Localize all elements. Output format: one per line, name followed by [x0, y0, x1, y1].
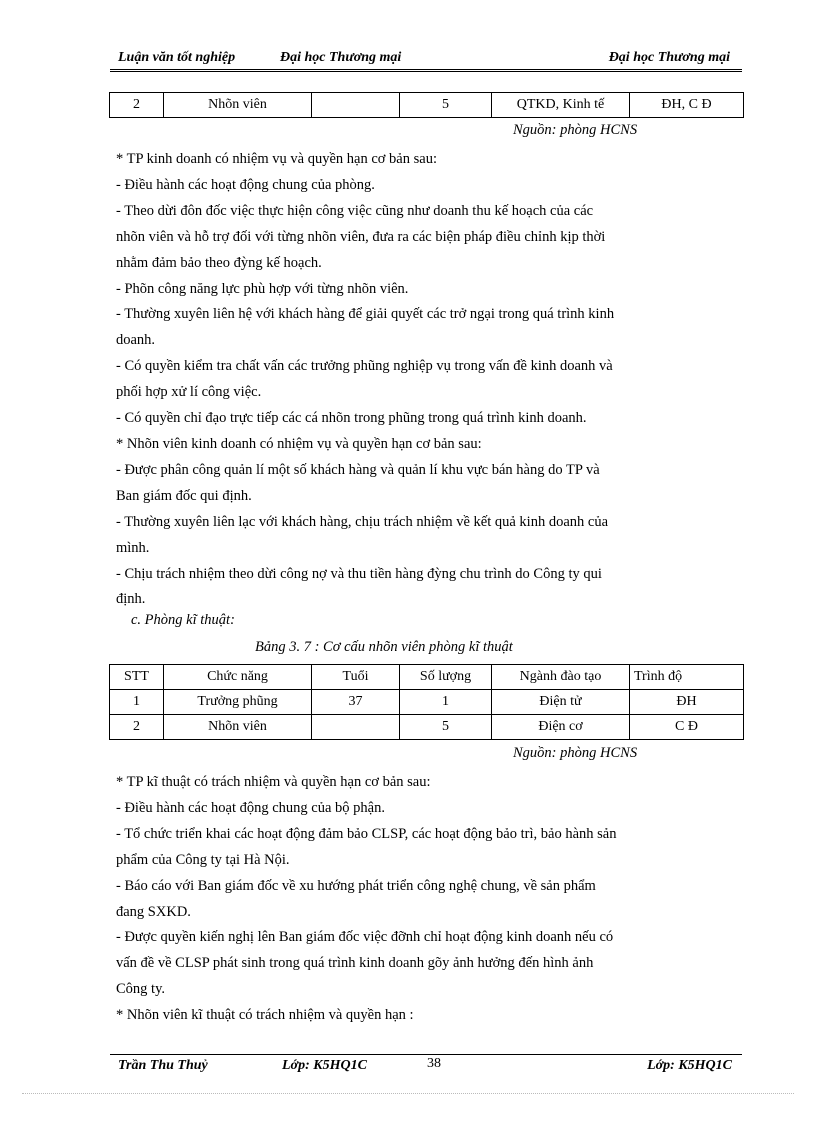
- table-cell: Nhõn viên: [164, 93, 312, 118]
- paragraph-line: Công ty.: [116, 981, 166, 998]
- paragraph-line: * TP kĩ thuật có trách nhiệm và quyền hạn cơ bản sau:: [116, 774, 431, 790]
- table-header-row: [110, 665, 744, 690]
- header-left: Luận văn tốt nghiệp: [118, 50, 236, 65]
- table-row: [110, 93, 744, 118]
- paragraph-line: - Báo cáo với Ban giám đốc về xu hướng phát triển công nghệ chung, về sản phẩm: [116, 877, 596, 894]
- paragraph-line: nhõn viên và hỗ trợ đối với từng nhõn viên, đưa ra các biện pháp điều chỉnh kịp thời: [116, 228, 606, 245]
- page-number: 38: [427, 1056, 441, 1071]
- table-source-note: Nguồn: phòng HCNS: [513, 745, 638, 761]
- column-header: Trình độ: [630, 665, 744, 690]
- paragraph-line: - Điều hành các hoạt động chung của bộ phận.: [116, 799, 385, 816]
- table-cell: Trưởng phũng: [164, 690, 312, 715]
- paragraph-line: - Tổ chức triển khai các hoạt động đảm bảo CLSP, các hoạt động bảo trì, bảo hành sản: [116, 825, 617, 842]
- footer-class-center: Lớp: K5HQ1C: [282, 1058, 367, 1073]
- paragraph-line: nhằm đảm bảo theo đỳng kế hoạch.: [116, 254, 322, 271]
- paragraph-line: - Thường xuyên liên lạc với khách hàng, chịu trách nhiệm về kết quả kinh doanh của: [116, 513, 609, 530]
- table-cell: 2: [110, 93, 164, 118]
- table-cell: Nhõn viên: [164, 715, 312, 740]
- paragraph-line: - Được quyền kiến nghị lên Ban giám đốc việc đỡnh chỉ hoạt động kinh doanh nếu có: [116, 929, 614, 946]
- paragraph-line: * Nhõn viên kinh doanh có nhiệm vụ và quyền hạn cơ bản sau:: [116, 435, 482, 452]
- table-cell: [312, 93, 400, 118]
- table-source-note: Nguồn: phòng HCNS: [513, 122, 638, 138]
- column-header: Chức năng: [164, 665, 312, 690]
- table-cell: 37: [312, 690, 400, 715]
- paragraph-line: phối hợp xử lí công việc.: [116, 384, 262, 401]
- table-cell: [312, 715, 400, 740]
- table-row: [110, 715, 744, 740]
- paragraph-line: - Theo dừi đôn đốc việc thực hiện công việc cũng như doanh thu kế hoạch của các: [116, 202, 594, 219]
- table-cell: 5: [400, 93, 492, 118]
- table-cell: Điện cơ: [492, 715, 630, 740]
- paragraph-line: - Phõn công năng lực phù hợp với từng nhõn viên.: [116, 280, 409, 297]
- table-cell: 1: [400, 690, 492, 715]
- column-header: Số lượng: [400, 665, 492, 690]
- paragraph-line: phẩm của Công ty tại Hà Nội.: [116, 851, 290, 868]
- sales-duties-text: [116, 147, 728, 613]
- paragraph-line: - Chịu trách nhiệm theo dừi công nợ và thu tiền hàng đỳng chu trình do Công ty qui: [116, 565, 602, 582]
- table-caption: Bảng 3. 7 : Cơ cấu nhõn viên phòng kĩ thuật: [255, 639, 513, 655]
- paragraph-line: doanh.: [116, 332, 156, 349]
- paragraph-line: vấn đề về CLSP phát sinh trong quá trình kinh doanh gõy ảnh hưởng đến hình ảnh: [116, 955, 594, 972]
- paragraph-line: - Có quyền chỉ đạo trực tiếp các cá nhõn trong phũng trong quá trình kinh doanh.: [116, 410, 587, 427]
- paragraph-line: - Có quyền kiểm tra chất vấn các trưởng phũng nghiệp vụ trong vấn đề kinh doanh và: [116, 358, 613, 375]
- page-footer: [110, 1056, 742, 1078]
- footer-class-right: Lớp: K5HQ1C: [647, 1058, 732, 1073]
- table-row: [110, 690, 744, 715]
- table-cell: ĐH, C Đ: [630, 93, 744, 118]
- footer-author: Trần Thu Thuỷ: [118, 1058, 208, 1073]
- table-cell: QTKD, Kinh tế: [492, 93, 630, 118]
- paragraph-line: định.: [116, 591, 146, 608]
- paragraph-line: * TP kinh doanh có nhiệm vụ và quyền hạn cơ bản sau:: [116, 151, 437, 167]
- paragraph-line: * Nhõn viên kĩ thuật có trách nhiệm và quyền hạn :: [116, 1007, 414, 1024]
- paragraph-line: - Được phân công quản lí một số khách hàng và quản lí khu vực bán hàng do TP và: [116, 461, 600, 478]
- header-right: Đại học Thương mại: [608, 50, 730, 65]
- paragraph-line: - Điều hành các hoạt động chung của phòng.: [116, 176, 375, 193]
- header-center: Đại học Thương mại: [280, 50, 402, 65]
- table-cell: C Đ: [630, 715, 744, 740]
- section-subheading: c. Phòng kĩ thuật:: [131, 612, 235, 628]
- header-rule-thin: [110, 71, 742, 72]
- page-bottom-divider: [22, 1093, 794, 1094]
- table-cell: 2: [110, 715, 164, 740]
- paragraph-line: Ban giám đốc qui định.: [116, 487, 252, 504]
- footer-rule: [110, 1054, 742, 1055]
- column-header: Tuổi: [312, 665, 400, 690]
- header-rule: [110, 69, 742, 70]
- table-cell: ĐH: [630, 690, 744, 715]
- table-cell: 1: [110, 690, 164, 715]
- table-cell: Điện tử: [492, 690, 630, 715]
- staff-table-continued: [109, 92, 744, 118]
- column-header: Ngành đào tạo: [492, 665, 630, 690]
- tech-duties-text: [116, 770, 728, 1029]
- paragraph-line: - Thường xuyên liên hệ với khách hàng để giải quyết các trở ngại trong quá trình kinh: [116, 306, 615, 323]
- paragraph-line: mình.: [116, 539, 150, 556]
- table-cell: 5: [400, 715, 492, 740]
- tech-staff-table: [109, 664, 744, 740]
- paragraph-line: đang SXKD.: [116, 903, 191, 920]
- page-header: [110, 50, 742, 70]
- column-header: STT: [110, 665, 164, 690]
